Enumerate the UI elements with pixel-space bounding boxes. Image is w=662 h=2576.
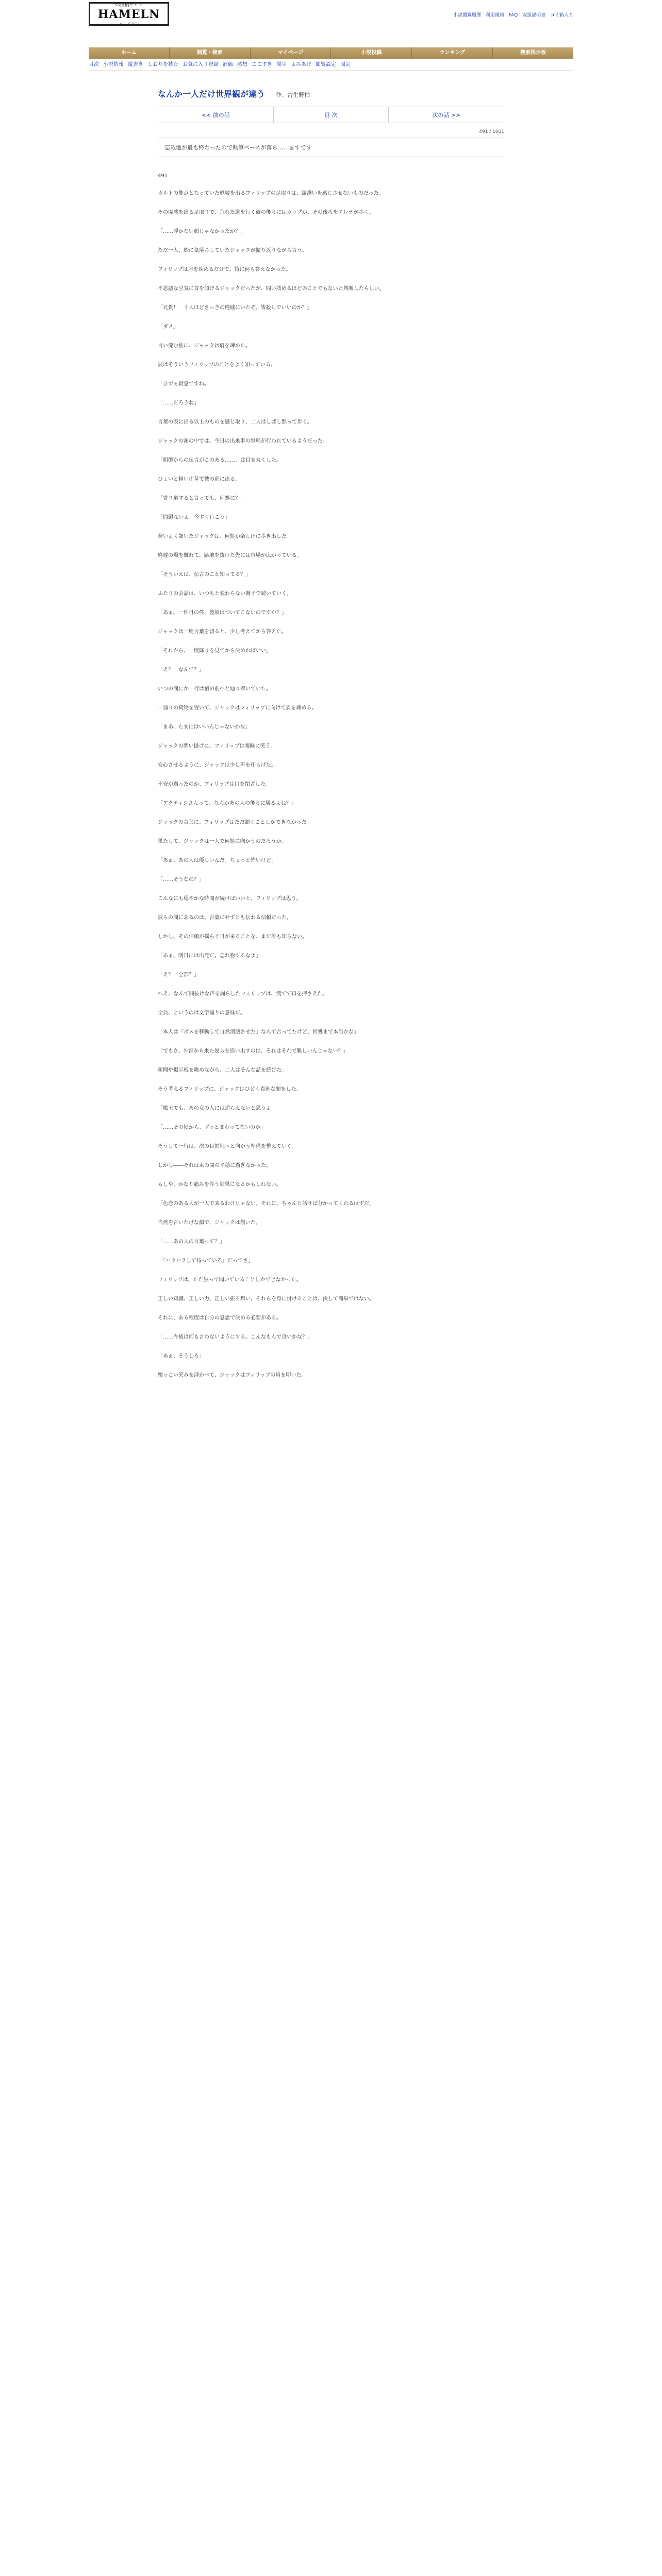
subnav-pin[interactable]: 固定 [340, 62, 351, 67]
paragraph: 「ダメ」 [158, 324, 178, 330]
paragraph-gap [158, 1267, 504, 1275]
paragraph: 言葉の表に出る以上のものを感じ取り、二人はしばし黙って歩く。 [158, 419, 312, 425]
paragraph-gap [158, 276, 504, 283]
episode-number: 491 [158, 173, 168, 179]
subnav-readaloud[interactable]: よみあげ [291, 62, 311, 67]
paragraph: 「ひでぇ殺意ですね。 [158, 381, 209, 387]
paragraph: 言い淀む彼に、ジャックは肩を竦めた。 [158, 343, 251, 349]
paragraph-gap [158, 828, 504, 836]
paragraph: 「……だろうね」 [158, 400, 199, 406]
paragraph-gap [158, 848, 504, 855]
paragraph: 「え？ 全部？」 [158, 972, 199, 978]
paragraph: 廃墟の場を離れて、路地を抜けた先には市場が広がっている。 [158, 553, 302, 558]
paragraph-gap [158, 1057, 504, 1065]
paragraph-gap [158, 523, 504, 531]
subnav-toc[interactable]: 目次 [89, 62, 99, 67]
paragraph-gap [158, 943, 504, 951]
top-link-terms[interactable]: 利用規約 [485, 13, 504, 18]
paragraph-gap [158, 962, 504, 970]
paragraph-gap [158, 1362, 504, 1370]
paragraph-gap [158, 371, 504, 379]
top-link-history[interactable]: 小説閲覧履歴 [453, 13, 482, 18]
paragraph: 当然を言いたげな顔で、ジャックは頷いた。 [158, 1220, 261, 1226]
paragraph-gap [158, 218, 504, 226]
top-link-manual[interactable]: 取扱説明書 [522, 13, 546, 18]
paragraph: へえ、なんて間抜けな声を漏らしたフィリップは、慌てて口を押さえた。 [158, 991, 328, 997]
paragraph-gap [158, 295, 504, 302]
paragraph-gap [158, 562, 504, 569]
paragraph: 正しい知識、正しい力、正しい振る舞い。それらを身に付けることは、決して簡単ではない。 [158, 1296, 374, 1302]
paragraph: ただ一人、妙に気落ちしていたジャックが振り返りながら言う。 [158, 248, 307, 253]
paragraph-gap [158, 1343, 504, 1351]
paragraph: 「……今後は何も言わないようにする。こんなもんで良いかな？」 [158, 1334, 312, 1340]
paragraph: フィリップは、ただ黙って聞いていることしかできなかった。 [158, 1277, 302, 1283]
paragraph-gap [158, 752, 504, 760]
paragraph-gap [158, 1076, 504, 1084]
paragraph: 不安が過ったのか、フィリップは口を閉ざした。 [158, 782, 271, 787]
prev-chapter-link[interactable]: << 前の話 [158, 107, 274, 123]
paragraph-gap [158, 1038, 504, 1046]
paragraph-gap [158, 314, 504, 321]
paragraph: 「まあ、たまにはいいんじゃないかな」 [158, 724, 251, 730]
paragraph-gap [158, 1000, 504, 1008]
paragraph: ジャックの問い掛けに、フィリップは曖昧に笑う。 [158, 743, 276, 749]
chapter-count: 491 / 1001 [479, 129, 504, 134]
paragraph-gap [158, 733, 504, 741]
nav-post[interactable]: 小説投稿 [331, 47, 412, 59]
paragraph: フィリップは肩を竦めるだけで、特に何も答えなかった。 [158, 267, 291, 273]
nav-ranking[interactable]: ランキング [412, 47, 493, 59]
paragraph-gap [158, 1229, 504, 1236]
paragraph-gap [158, 714, 504, 722]
paragraph-gap [158, 1210, 504, 1217]
nav-home[interactable]: ホーム [89, 47, 170, 59]
paragraph-gap [158, 257, 504, 264]
paragraph-gap [158, 638, 504, 646]
paragraph-gap [158, 600, 504, 607]
paragraph: ひょいと軽い仕草で彼の前に出る。 [158, 477, 240, 482]
paragraph: 「色恋のある人が一人で来るわけじゃない。それに、ちゃんと話せば分かってくれるはずだ」 [158, 1201, 374, 1207]
paragraph-gap [158, 352, 504, 360]
paragraph: 果たして、ジャックは一人で何処に向かうのだろうか。 [158, 839, 287, 844]
paragraph: 「そういえば、伝言のこと知ってる？」 [158, 572, 251, 578]
paragraph-gap [158, 619, 504, 626]
paragraph-gap [158, 905, 504, 912]
paragraph: その廃墟を出る足取りで、荒れた道を行く彼の後ろにはカップが、その後ろをエレナが歩く。 [158, 210, 374, 215]
paragraph: 「あぁ、あの人は優しいんだ。ちょっと怖いけど」 [158, 858, 276, 863]
subnav-comment[interactable]: 感想 [237, 62, 247, 67]
paragraph: 全員、というのは文字通りの意味だ。 [158, 1010, 245, 1016]
subnav-typo[interactable]: 誤字 [276, 62, 287, 67]
paragraph-gap [158, 1114, 504, 1122]
paragraph: 「でもさ、外部から来た奴らを追い出すのは、それはそれで難しいんじゃない？」 [158, 1048, 349, 1054]
chapter-body [158, 171, 504, 1389]
paragraph-gap [158, 581, 504, 588]
paragraph-gap [158, 543, 504, 550]
paragraph: 「……その頃から、ずっと変わってないのか」 [158, 1125, 266, 1130]
toc-link[interactable]: 目 次 [274, 107, 389, 123]
subnav-info[interactable]: 小説情報 [103, 62, 124, 67]
top-link-faq[interactable]: FAQ [508, 13, 518, 18]
paragraph-gap [158, 1248, 504, 1256]
nav-browse[interactable]: 閲覧・検索 [170, 47, 251, 59]
logo-subtitle: ハーメルン [119, 22, 139, 26]
next-chapter-link[interactable]: 次の話 >> [432, 112, 461, 118]
paragraph: それに、ある程度は自分の意思で決める必要がある。 [158, 1315, 282, 1321]
nav-mypage[interactable]: マイページ [251, 47, 332, 59]
paragraph-gap [158, 809, 504, 817]
top-links [450, 11, 573, 18]
paragraph-gap [158, 199, 504, 207]
paragraph-gap [158, 695, 504, 703]
paragraph-gap [158, 657, 504, 665]
paragraph: 「……浮かない顔じゃなかったか？」 [158, 229, 245, 234]
paragraph: 「アクティシさんって、なんかあの人の後ろに居るよね？」 [158, 801, 296, 806]
subnav-settings[interactable]: 閲覧設定 [316, 62, 336, 67]
paragraph: 「魔王でも、あの女の人には逆らえないと思うよ」 [158, 1106, 276, 1111]
novel-title[interactable]: なんか一人だけ世界観が違う [158, 89, 266, 99]
paragraph-gap [158, 1286, 504, 1294]
paragraph-gap [158, 1191, 504, 1198]
paragraph: 「姐御からの伝言がこのある……」は目を丸くした。 [158, 457, 282, 463]
paragraph: 一通りの荷物を置いて、ジャックはフィリップに向けて肩を竦める。 [158, 705, 317, 711]
paragraph-gap [158, 409, 504, 417]
paragraph: こんなにも穏やかな時間が続けばいいと、フィリップは思う。 [158, 896, 302, 902]
logo-name: HAMELN [97, 8, 160, 21]
paragraph: 「あぁ、明日には出発だ。忘れ物するなよ」 [158, 953, 261, 959]
paragraph: 安心させるように、ジャックは少し声を和らげた。 [158, 762, 276, 768]
paragraph-gap [158, 333, 504, 341]
paragraph-gap [158, 1133, 504, 1141]
paragraph: 「え？ なんで？」 [158, 667, 204, 673]
chapter-preface: 忘載地が最も終わったので執筆ペースが落ち……ますです [158, 138, 504, 157]
paragraph: 「あぁ、一件目の件、彼奴はついてこないのですか？」 [158, 610, 287, 616]
subnav-rate[interactable]: 評価 [223, 62, 233, 67]
paragraph-gap [158, 1305, 504, 1313]
chapter-pager [158, 107, 504, 123]
nav-board[interactable]: 捜索掲示板 [520, 50, 547, 56]
paragraph: ジャックの言葉に、フィリップはただ頷くことしかできなかった。 [158, 820, 312, 825]
paragraph-gap [158, 676, 504, 684]
paragraph-gap [158, 390, 504, 398]
paragraph-gap [158, 466, 504, 474]
paragraph: ジャックの頭の中では、今日の出来事の整理が行われているようだった。 [158, 438, 328, 444]
paragraph-gap [158, 886, 504, 893]
paragraph: 「それから、一度降りを見てから決めればいい」 [158, 648, 271, 654]
paragraph-gap [158, 485, 504, 493]
paragraph-gap [158, 981, 504, 989]
paragraph-gap [158, 428, 504, 436]
paragraph: 懐っこい笑みを浮かべて、ジャックはフィリップの肩を叩いた。 [158, 1372, 307, 1378]
paragraph: 「寄り道すると言っても、何処に？」 [158, 496, 245, 501]
paragraph: 「問題ないよ。今すぐ行こう」 [158, 515, 230, 520]
paragraph: しかし、その信頼が揺らぐ日が来ることを、まだ誰も知らない。 [158, 934, 307, 940]
paragraph-gap [158, 1381, 504, 1389]
paragraph: 不思議な空気に首を傾げるジャックだったが、問い詰めるほどのことでもないと判断したらしい。 [158, 286, 385, 292]
paragraph-gap [158, 771, 504, 779]
paragraph-gap [158, 867, 504, 874]
paragraph: 彼はそういうフィリップのことをよく知っている。 [158, 362, 276, 368]
paragraph: 彼らの間にあるのは、言葉にせずとも伝わる信頼だった。 [158, 915, 292, 921]
paragraph-gap [158, 1153, 504, 1160]
paragraph: 新聞や掲示板を眺めながら、二人はそんな話を続けた。 [158, 1067, 287, 1073]
paragraph-gap [158, 1019, 504, 1027]
novel-subnav [89, 60, 573, 71]
paragraph-gap [158, 924, 504, 931]
paragraph-gap [158, 447, 504, 455]
paragraph: 「本人は『ボスを移動して自然消滅させた』なんて言ってたけど、何処まで本当かな」 [158, 1029, 359, 1035]
subnav-vertical[interactable]: 縦書き [128, 62, 143, 67]
paragraph: 「『ハラハラして待っていろ』だってさ」 [158, 1258, 253, 1264]
main-nav [89, 47, 573, 59]
paragraph-gap [158, 504, 504, 512]
paragraph: 「……そうなの？」 [158, 877, 204, 883]
paragraph-gap [158, 1172, 504, 1179]
site-header [0, 0, 662, 25]
paragraph: カルトの拠点となっていた廃墟を出るフィリップの足取りは、躊躇いを感じさせないものだった。 [158, 191, 384, 196]
paragraph: ふたりの会話は、いつもと変わらない調子で続いていく。 [158, 591, 292, 597]
top-link-trash[interactable]: ゴミ箱入り [550, 13, 573, 18]
paragraph: そうして一行は、次の目的地へと向かう準備を整えていく。 [158, 1144, 297, 1149]
logo-tagline: ss投稿サイト [115, 3, 143, 8]
paragraph: もしや、かなり痛みを伴う結果になるかもしれない。 [158, 1182, 282, 1188]
subnav-bookmark[interactable]: しおりを挟む [147, 62, 178, 67]
paragraph-gap [158, 790, 504, 798]
paragraph: 「……あの人の言葉って？」 [158, 1239, 225, 1245]
paragraph-gap [158, 1095, 504, 1103]
paragraph-gap [158, 238, 504, 245]
paragraph: しかし――それは束の間の平穏に過ぎなかった。 [158, 1163, 271, 1168]
novel-author[interactable]: 作：古生野柏 [276, 92, 310, 98]
paragraph: 勢いよく頷いたジャックは、何処か楽しげに歩き出した。 [158, 534, 292, 539]
subnav-favorite[interactable]: お気に入り登録 [183, 62, 219, 67]
novel-main [158, 88, 504, 1389]
paragraph: 「兄貴！ 十人ほどさっきの廃墟にいたぞ。皆殺しでいいのか？」 [158, 305, 312, 311]
paragraph: そう考えるフィリップに、ジャックはひどく真剣な顔をした。 [158, 1087, 302, 1092]
paragraph-gap [158, 1324, 504, 1332]
subnav-like[interactable]: ここすき [252, 62, 272, 67]
paragraph: 「あぁ、そうしろ」 [158, 1353, 204, 1359]
paragraph: いつの間にか一行は宿の前へと辿り着いていた。 [158, 686, 271, 692]
paragraph: ジャックは一度言葉を切ると、少し考えてから答えた。 [158, 629, 287, 635]
site-logo[interactable] [89, 2, 169, 26]
